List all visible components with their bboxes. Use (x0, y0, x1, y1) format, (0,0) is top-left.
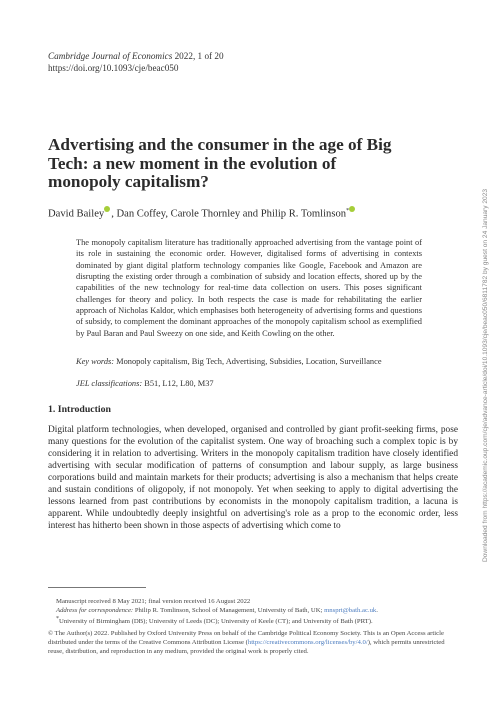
correspondence-email-link[interactable]: mnsprt@bath.ac.uk (324, 607, 377, 615)
copyright-notice (48, 629, 458, 657)
footnote-divider (48, 587, 146, 588)
jel-text: B51, L12, L80, M37 (142, 379, 214, 388)
jel-classifications (76, 379, 214, 388)
journal-citation (48, 51, 224, 63)
author-name: David Bailey (48, 208, 105, 220)
abstract: The monopoly capitalism literature has traditionally approached advertising from the vantage point of its role in sustaining the economic order. However, digitalised forms of advertising in contexts dominated by giant digital platform technology companies like Google, Facebook and Amazon are disrupting the existing order through a combination of subsidy and location effects, shored up by the capabilities of the new technology for real-time data collection on users. This poses significant challenges for theory and policy. In both respects the case is made for rehabilitating the earlier approach of Nicholas Kaldor, which emphasises both heterogeneity of advertising forms and questions of subsidy, to complement the dominant approaches of the monopoly capitalism school as exemplified by Paul Baran and Paul Sweezy on one side, and Keith Cowling on the other. (76, 238, 422, 338)
download-watermark (482, 122, 490, 562)
jel-label: JEL classifications: (76, 379, 143, 388)
affiliation-text: University of Birmingham (DB); University of Leeds (DC); University of Keele (CT); and University of Bath (PRT). (59, 618, 373, 626)
affiliation-mark: * (56, 616, 59, 623)
author-names-rest: , Dan Coffey, Carole Thornley and Philip R. Tomlinson (111, 208, 347, 220)
keywords-label: Key words: (76, 357, 115, 366)
doi-link[interactable]: https://doi.org/10.1093/cje/beac050 (48, 62, 179, 73)
manuscript-note: Manuscript received 8 May 2021; final version received 16 August 2022 (56, 598, 251, 605)
author-list (48, 206, 356, 220)
keywords (76, 356, 422, 367)
correspondence-note (48, 606, 458, 615)
footnotes (48, 597, 458, 656)
journal-issue: 2022, 1 of 20 (172, 51, 224, 61)
correspondence-end: . (376, 607, 378, 615)
journal-header (48, 51, 224, 74)
license-link[interactable]: https://creativecommons.org/licenses/by/4.0/ (247, 639, 368, 647)
correspondence-label: Address for correspondence: (56, 607, 134, 615)
orcid-icon[interactable] (349, 206, 355, 212)
keywords-text: Monopoly capitalism, Big Tech, Advertising, Subsidies, Location, Surveillance (114, 357, 382, 366)
affiliation-note (48, 615, 458, 626)
section-heading: 1. Introduction (48, 404, 111, 415)
orcid-icon[interactable] (104, 206, 110, 212)
author-affiliation-mark: * (346, 208, 350, 214)
copyright-text: © The Author(s) 2022. Published by Oxford University Press on behalf of the Cambridge Political Economy Society. This is an Open Access article distributed under the terms of the Creative Commons Attribution License ( (48, 629, 444, 647)
copyright-text-end: ), which permits unrestricted reuse, distribution, and reproduction in any medium, provided the original work is properly cited. (48, 639, 445, 656)
article-title: Advertising and the consumer in the age of Big Tech: a new moment in the evolution of monopoly capitalism? (48, 135, 392, 192)
download-watermark-text: Downloaded from https://academic.oup.com/cje/advance-article/doi/10.1093/cje/beac050/6811782 by guest on 24 January 2023 (482, 188, 489, 562)
journal-name: Cambridge Journal of Economics (48, 51, 173, 61)
correspondence-text: Philip R. Tomlinson, School of Management, University of Bath, UK; (133, 607, 325, 615)
section-body: Digital platform technologies, when developed, organised and controlled by giant profit-seeking firms, pose many questions for the evolution of the capitalist system. One way of broaching such a complex topic is by considering it in relation to advertising. Writers in the monopoly capitalism tradition have closely identified advertising with secular modification of patterns of consumption and labour supply, as large business corporations build and maintain markets for their products; advertising is also a mechanism that helps create and sustain conditions of oligopoly, if not monopoly. Yet when seeking to apply to digital advertising the lessons learned from past contributions by economists in the monopoly capitalism tradition, a lacuna is apparent. While undoubtedly deeply insightful on advertising's role as a prop to the economic order, less interest has hitherto been shown in those aspects of advertising which come to (48, 425, 458, 531)
